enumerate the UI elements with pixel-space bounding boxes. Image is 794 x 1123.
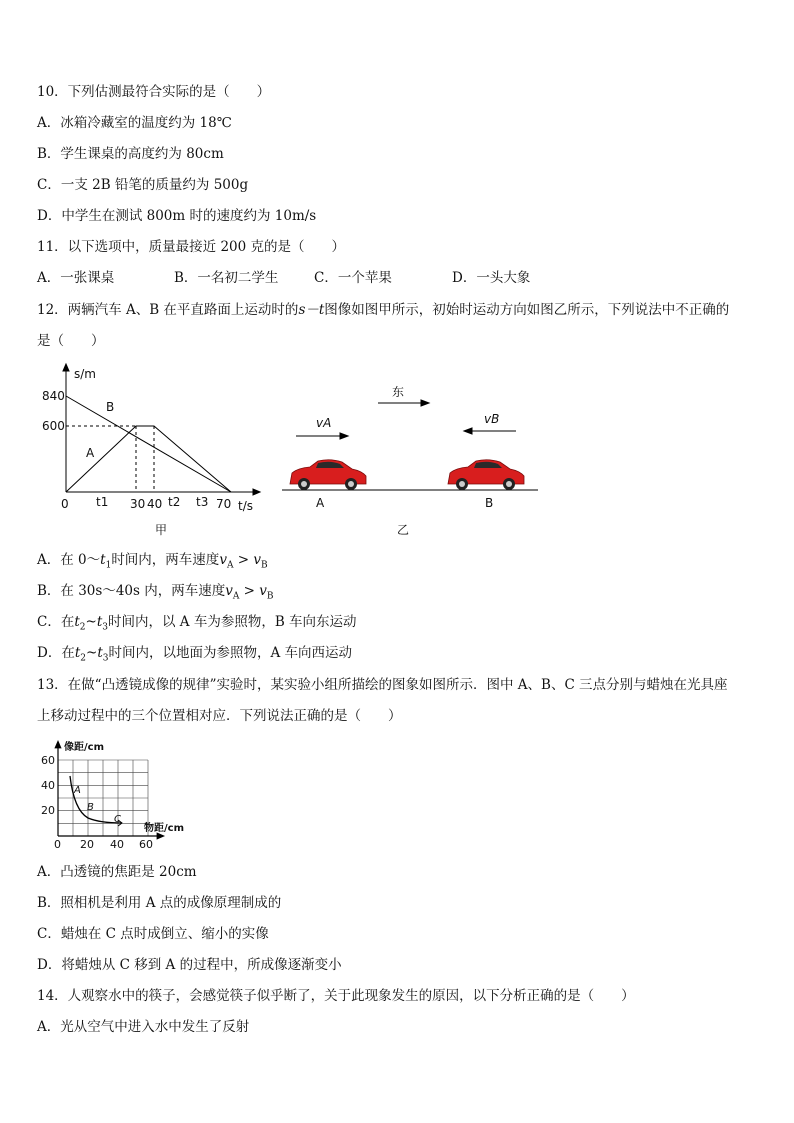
point-b-label: B: [87, 802, 94, 813]
x-tick-t3: t3: [196, 495, 209, 509]
x-tick-0: 0: [61, 497, 69, 511]
q14-option-a: A．光从空气中进入水中发生了反射: [37, 1019, 250, 1035]
q12-option-b: B．在 30s～40s 内，两车速度$v_A > v_B$: [37, 583, 274, 602]
q10-option-a: A．冰箱冷藏室的温度约为 18℃: [37, 115, 232, 131]
x-tick-t2: t2: [168, 495, 181, 509]
q11-option-c: C．一个苹果: [314, 270, 392, 286]
y-tick-600: 600: [42, 419, 65, 433]
q12-option-c: C．在$t_2\sim t_3$时间内，以 A 车为参照物，B 车向东运动: [37, 614, 357, 633]
car-a-icon: [290, 460, 366, 490]
x-tick-70: 70: [216, 497, 232, 511]
line-b-label: B: [106, 400, 115, 414]
q13-option-c: C．蜡烛在 C 点时成倒立、缩小的实像: [37, 926, 269, 942]
q12-stem-line2: 是（ ）: [37, 333, 105, 349]
q13-stem-line2: 上移动过程中的三个位置相对应．下列说法正确的是（ ）: [37, 708, 402, 724]
car-b-icon: [448, 460, 524, 490]
q10-option-b: B．学生课桌的高度约为 80cm: [37, 146, 224, 162]
vb-label: vB: [484, 412, 500, 426]
q13-stem-line1: 13．在做“凸透镜成像的规律”实验时，某实验小组所描绘的图象如图所示．图中 A、B、C 三点分别与蜡烛在光具座: [37, 677, 728, 693]
line-b: [66, 396, 231, 492]
y-tick-840: 840: [42, 389, 65, 403]
q12-option-a: A．在 $0\sim t_1$时间内，两车速度$v_A > v_B$: [37, 552, 268, 571]
y-tick-40: 40: [41, 779, 55, 792]
x-axis-label: t/s: [238, 499, 253, 513]
x-tick-30: 30: [130, 497, 146, 511]
q13-option-a: A．凸透镜的焦距是 20cm: [37, 864, 197, 880]
car-a-label: A: [316, 496, 325, 510]
q11-option-b: B．一名初二学生: [174, 270, 279, 286]
q11-option-a: A．一张课桌: [37, 270, 115, 286]
line-a-label: A: [86, 446, 95, 460]
graph-caption: 甲: [155, 523, 168, 537]
x-tick-t1: t1: [96, 495, 109, 509]
q11-stem: 11．以下选项中，质量最接近 200 克的是（ ）: [37, 239, 346, 255]
q10-option-d: D．中学生在测试 800m 时的速度约为 10m/s: [37, 208, 317, 224]
q13-option-d: D．将蜡烛从 C 移到 A 的过程中，所成像逐渐变小: [37, 957, 342, 973]
q14-stem: 14．人观察水中的筷子，会感觉筷子似乎断了，关于此现象发生的原因，以下分析正确的是（ ）: [37, 988, 635, 1004]
point-a-label: A: [74, 785, 81, 796]
q10-option-c: C．一支 2B 铅笔的质量约为 500g: [37, 177, 249, 193]
y-tick-60: 60: [41, 754, 55, 767]
scene-caption: 乙: [397, 523, 410, 537]
y-tick-20: 20: [41, 804, 55, 817]
point-c-label: C: [114, 814, 121, 825]
q13-lens-graph: [36, 738, 196, 850]
q11-option-d: D．一头大象: [452, 270, 531, 286]
x-tick-0: 0: [54, 838, 61, 850]
q12-car-scene: [280, 372, 550, 542]
q12-option-d: D．在$t_2\sim t_3$时间内，以地面为参照物，A 车向西运动: [37, 645, 353, 664]
q12-stem-line1: 12．两辆汽车 A、B 在平直路面上运动时的s－t图像如图甲所示，初始时运动方向如图乙所示，下列说法中不正确的: [37, 302, 730, 318]
x-tick-40: 40: [110, 838, 124, 850]
y-axis-label: s/m: [74, 367, 96, 381]
x-tick-60: 60: [139, 838, 153, 850]
east-label: 东: [392, 385, 405, 399]
x-tick-40: 40: [147, 497, 163, 511]
q13-option-b: B．照相机是利用 A 点的成像原理制成的: [37, 895, 282, 911]
y-axis-label: 像距/cm: [64, 742, 104, 753]
q10-stem: 10．下列估测最符合实际的是（ ）: [37, 84, 271, 100]
car-b-label: B: [485, 496, 494, 510]
q12-st-graph: [30, 362, 270, 542]
x-axis-label: 物距/cm: [144, 823, 184, 834]
va-label: vA: [316, 416, 332, 430]
x-tick-20: 20: [80, 838, 94, 850]
